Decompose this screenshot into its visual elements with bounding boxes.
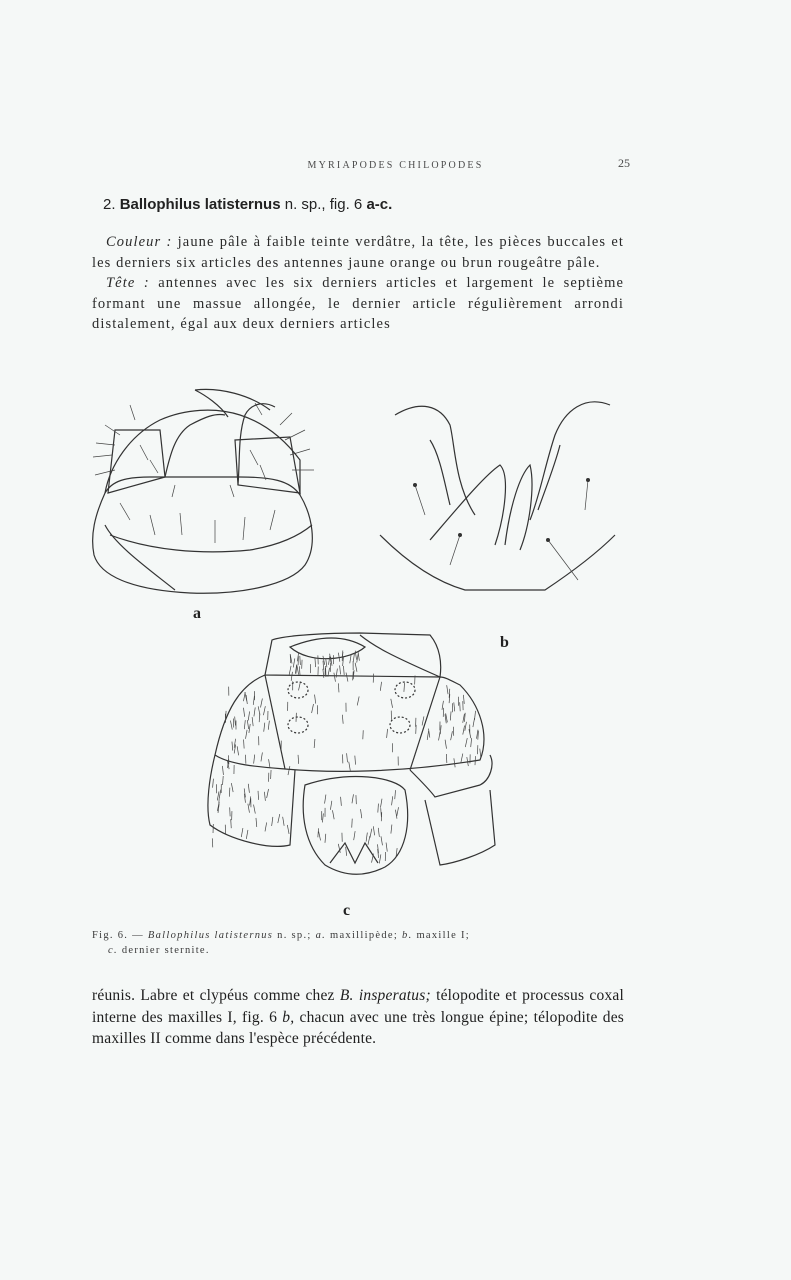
figure-reference: a-c.: [366, 196, 393, 213]
panel-a-drawing: [93, 389, 314, 593]
hair-stroke: [254, 805, 256, 814]
hair-stroke: [378, 804, 379, 813]
hair-stroke: [222, 766, 223, 775]
paragraph-lead: Couleur :: [106, 234, 173, 250]
hair-stroke: [373, 826, 374, 835]
hair-stroke: [248, 711, 249, 720]
hair-stroke: [231, 783, 233, 792]
body-part3: chacun avec une très longue épine; télopodite des maxilles II comme dans l'espèce précédente.: [92, 1008, 625, 1047]
hair-stroke: [350, 654, 351, 663]
hair-stroke: [343, 666, 344, 675]
hair-stroke: [440, 725, 441, 734]
hair-stroke: [428, 729, 429, 738]
hair-stroke: [265, 822, 267, 831]
hair-stroke: [445, 740, 446, 749]
hair-stroke: [454, 758, 455, 767]
hair-stroke: [325, 795, 326, 804]
caption-c-text: dernier sternite.: [121, 945, 210, 956]
hair-stroke: [342, 715, 343, 724]
hair-stroke: [366, 833, 367, 842]
species-name: Ballophilus latisternus: [119, 196, 281, 213]
hair-stroke: [392, 796, 393, 805]
species-meta: n. sp., fig. 6: [284, 196, 363, 213]
hair-stroke: [346, 847, 347, 856]
hair-stroke: [213, 779, 214, 788]
body-part2: télopodite et processus coxal interne des maxilles I, fig. 6: [92, 987, 624, 1026]
hair-stroke: [283, 817, 284, 826]
paragraph-couleur: [92, 232, 624, 273]
page-number: 25: [618, 156, 630, 170]
hair-stroke: [368, 836, 370, 845]
hair-stroke: [422, 716, 424, 725]
hair-stroke: [299, 681, 301, 690]
body-text-after: [92, 985, 624, 1050]
hair-stroke: [465, 738, 467, 747]
hair-stroke: [353, 653, 354, 662]
hair-stroke: [355, 756, 356, 765]
hair-stroke: [465, 722, 467, 731]
hair-stroke: [381, 836, 382, 845]
hair-stroke: [381, 808, 382, 817]
hair-stroke: [318, 828, 319, 837]
hair-stroke: [267, 789, 269, 798]
hair-stroke: [246, 730, 248, 739]
paragraph-lead: Tête :: [106, 275, 150, 292]
hair-stroke: [291, 672, 292, 681]
hair-stroke: [330, 801, 331, 810]
caption-b-text: maxille I;: [416, 930, 470, 941]
caption-text1: n. sp.;: [277, 930, 312, 941]
hair-stroke: [268, 721, 269, 730]
hair-stroke: [397, 807, 399, 816]
hair-stroke: [447, 685, 448, 694]
figure-caption: [92, 928, 624, 958]
hair-stroke: [264, 723, 265, 732]
hair-stroke: [261, 698, 263, 707]
hair-stroke: [293, 658, 295, 667]
hair-stroke: [231, 819, 232, 828]
hair-stroke: [380, 799, 382, 808]
hair-stroke: [253, 696, 254, 705]
hair-stroke: [352, 794, 354, 803]
hair-stroke: [380, 682, 381, 691]
caption-species: Ballophilus latisternus: [147, 930, 274, 941]
hair-stroke: [235, 716, 236, 725]
caption-c-line: [92, 945, 210, 956]
hair-stroke: [246, 830, 248, 839]
hair-stroke: [237, 746, 238, 755]
hair-stroke: [325, 834, 326, 843]
hair-stroke: [244, 739, 245, 748]
hair-stroke: [256, 818, 257, 827]
body-ref1: B. insperatus;: [339, 987, 431, 1004]
hair-stroke: [248, 804, 250, 813]
hair-stroke: [341, 797, 342, 806]
panel-c-drawing: [208, 633, 495, 874]
hair-stroke: [354, 831, 355, 840]
caption-a-letter: a.: [315, 930, 327, 941]
hair-stroke: [334, 673, 336, 682]
hair-stroke: [247, 720, 248, 729]
hair-stroke: [450, 711, 451, 720]
hair-stroke: [244, 720, 245, 729]
hair-stroke: [322, 813, 323, 822]
hair-stroke: [328, 656, 329, 665]
hair-stroke: [269, 759, 270, 768]
hair-stroke: [243, 708, 244, 717]
hair-stroke: [298, 755, 299, 764]
hair-stroke: [347, 753, 348, 762]
hair-stroke: [332, 810, 334, 819]
hair-stroke: [323, 669, 324, 678]
hair-stroke: [314, 739, 315, 748]
hair-stroke: [387, 729, 388, 738]
hair-stroke: [379, 854, 381, 863]
hair-stroke: [272, 817, 273, 826]
hair-stroke: [460, 702, 461, 711]
hair-stroke: [358, 652, 359, 661]
hair-stroke: [378, 828, 379, 837]
caption-b-letter: b.: [402, 930, 413, 941]
paragraph-tete: [92, 273, 624, 335]
panel-b-drawing: [380, 402, 615, 590]
body-ref2: b,: [282, 1008, 295, 1026]
hair-stroke: [427, 731, 428, 740]
hair-stroke: [454, 702, 455, 711]
hair-stroke: [461, 754, 463, 763]
hair-stroke: [241, 828, 243, 837]
panel-label-c: c: [343, 902, 351, 919]
hair-stroke: [346, 673, 348, 682]
hair-stroke: [289, 666, 291, 675]
hair-stroke: [340, 665, 341, 674]
hair-stroke: [223, 776, 224, 785]
hair-stroke: [395, 790, 396, 799]
hair-stroke: [263, 706, 265, 715]
hair-stroke: [264, 792, 265, 801]
hair-stroke: [471, 738, 472, 747]
hair-stroke: [349, 762, 351, 771]
panel-label-a: a: [193, 605, 201, 622]
hair-stroke: [475, 711, 476, 720]
hair-stroke: [249, 724, 250, 733]
hair-stroke: [391, 825, 392, 834]
paragraph-text: jaune pâle à faible teinte verdâtre, la tête, les pièces buccales et les derniers six articles des antennes jaune orange ou brun rougeâtre pâle.: [92, 234, 625, 271]
hair-stroke: [299, 666, 300, 675]
body-part1: réunis. Labre et clypéus comme chez: [92, 987, 335, 1004]
paragraph-text: antennes avec les six derniers articles et largement le septième formant une massue allongée, le dernier article régulièrement arrondi distalement, égal aux deux derniers articles: [92, 275, 624, 333]
hair-stroke: [451, 731, 453, 740]
hair-stroke: [300, 656, 301, 665]
section-number: 2.: [103, 196, 116, 213]
hair-stroke: [258, 791, 259, 800]
hair-stroke: [288, 766, 290, 775]
hair-stroke: [404, 683, 405, 692]
hair-stroke: [252, 717, 253, 726]
hair-stroke: [326, 658, 327, 667]
hair-stroke: [395, 810, 397, 819]
running-title: MYRIAPODES CHILOPODES: [307, 160, 484, 171]
hair-stroke: [386, 843, 387, 852]
hair-stroke: [323, 661, 324, 670]
hair-stroke: [315, 695, 316, 704]
hair-stroke: [297, 666, 299, 675]
hair-stroke: [370, 829, 372, 838]
hair-stroke: [278, 814, 280, 823]
panel-label-b: b: [500, 634, 509, 651]
hair-stroke: [355, 663, 357, 672]
hair-stroke: [312, 704, 314, 713]
hair-stroke: [219, 790, 221, 799]
hair-stroke: [287, 825, 289, 834]
hair-stroke: [357, 654, 359, 663]
hair-stroke: [261, 752, 262, 761]
hair-stroke: [232, 742, 233, 751]
caption-prefix: Fig. 6. —: [92, 930, 144, 941]
hair-stroke: [315, 658, 316, 667]
hair-stroke: [254, 755, 255, 764]
caption-c-letter: c.: [108, 945, 118, 956]
hair-stroke: [357, 696, 359, 705]
figure-6: [0, 385, 791, 925]
caption-a-text: maxillipède;: [329, 930, 399, 941]
hair-stroke: [258, 706, 260, 715]
figure-drawing: [0, 385, 791, 925]
species-heading: [103, 196, 392, 213]
hair-stroke: [338, 683, 339, 692]
hair-stroke: [319, 831, 321, 840]
description-text: [92, 232, 624, 335]
hair-stroke: [439, 731, 441, 740]
hair-stroke: [230, 721, 232, 730]
hair-stroke: [463, 726, 465, 735]
hair-stroke: [463, 695, 464, 704]
hair-stroke: [254, 707, 255, 716]
hair-stroke: [248, 784, 249, 793]
hair-stroke: [217, 791, 219, 800]
hair-stroke: [391, 699, 393, 708]
hair-stroke: [480, 749, 481, 758]
hair-stroke: [361, 809, 362, 818]
